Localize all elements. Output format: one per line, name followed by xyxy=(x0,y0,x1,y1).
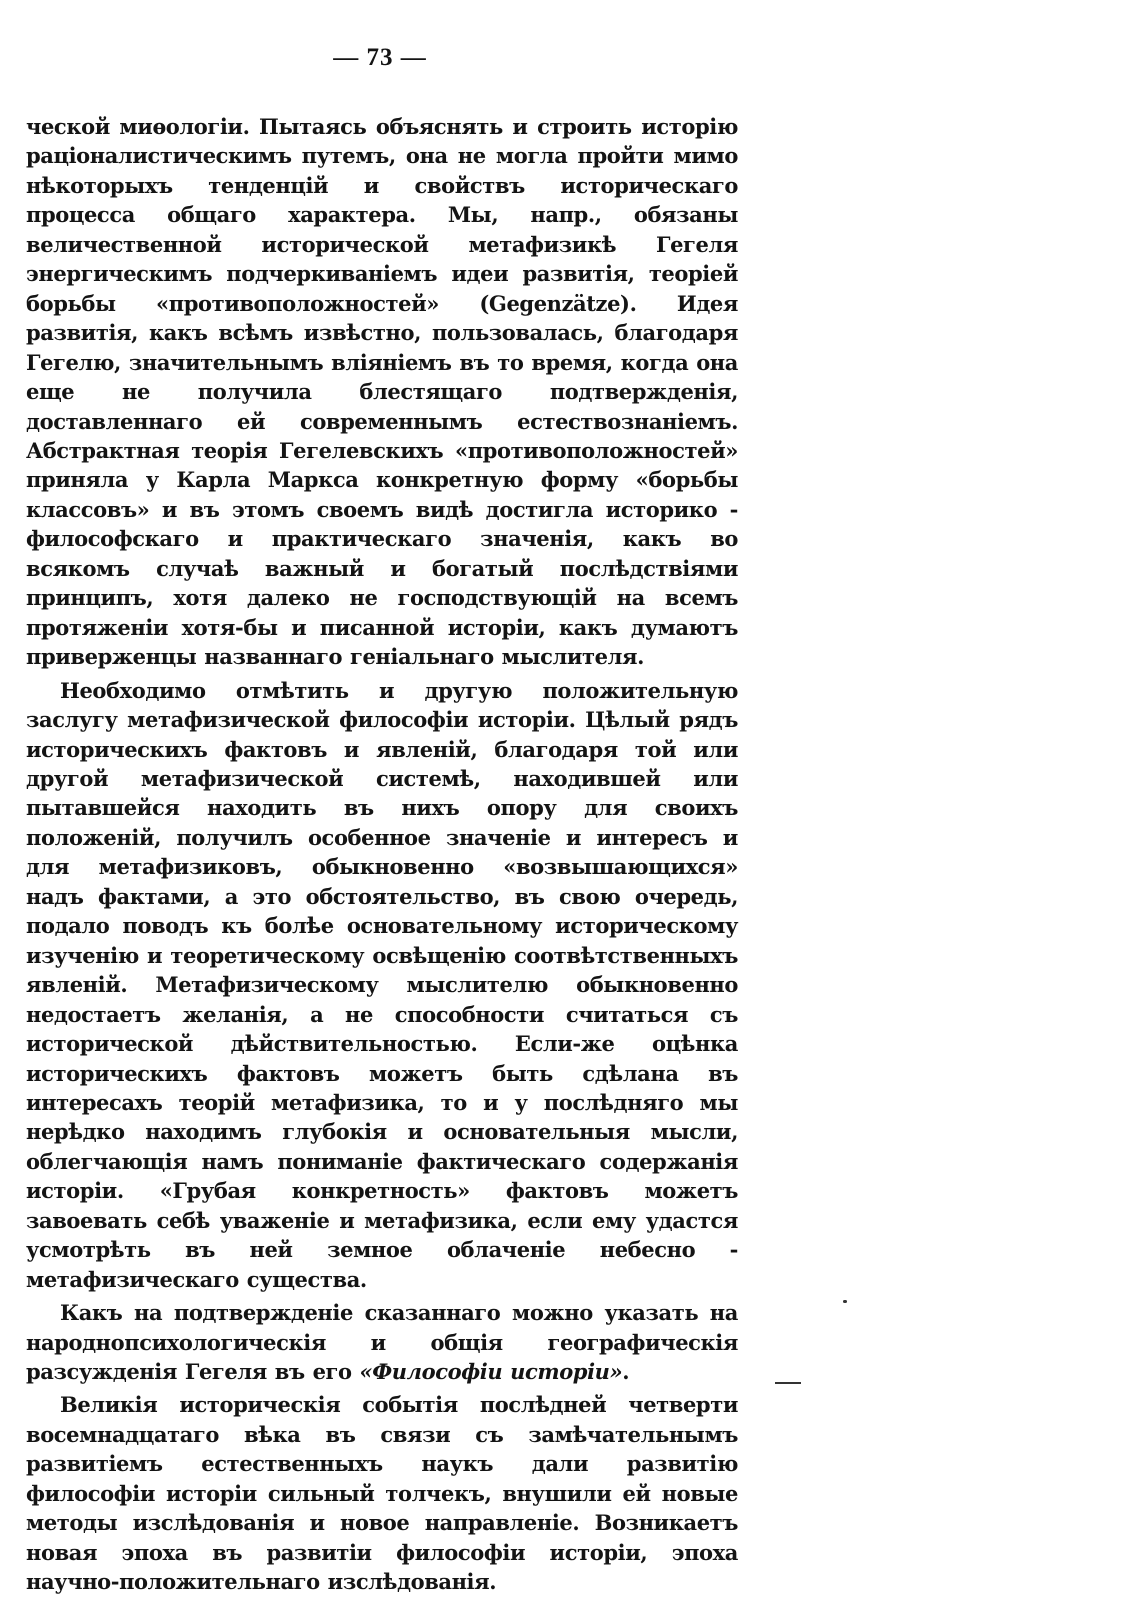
italic-book-title: «Философіи исторіи» xyxy=(359,1359,623,1385)
paragraph-3 xyxy=(26,1298,738,1386)
paragraph-3-text: Какъ на подтвержденіе сказаннаго можно указать на народнопсихологическія и общія географическія разсужденія Гегеля въ его xyxy=(26,1300,738,1385)
page-number: — 73 — xyxy=(333,44,427,71)
scan-speck xyxy=(843,1300,847,1303)
paragraph-4: Великія историческія событія послѣдней четверти восемнадцатаго вѣка въ связи съ замѣчательнымъ развитіемъ естественныхъ наукъ дали развитію философіи исторіи сильный толчекъ, внушили ей новые методы изслѣдованія и новое направленіе. Возникаетъ новая эпоха въ развитіи философіи исторіи, эпоха научно-положительнаго изслѣдованія. xyxy=(26,1392,738,1595)
paragraph-1: ческой миѳологіи. Пытаясь объяснять и строить исторію раціоналистическимъ путемъ, она не могла пройти мимо нѣкоторыхъ тенденцій и свойствъ историческаго процесса общаго характера. Мы, напр., обязаны величественной исторической метафизикѣ Гегеля энергическимъ подчеркиваніемъ идеи развитія, теоріей борьбы «противоположностей» (Gegenzätze). Идея развитія, какъ всѣмъ извѣстно, пользовалась, благодаря Гегелю, значительнымъ вліяніемъ въ то время, когда она еще не получила блестящаго подтвержденія, доставленнаго ей современнымъ естествознаніемъ. Абстрактная теорія Гегелевскихъ «противоположностей» приняла у Карла Маркса конкретную форму «борьбы классовъ» и въ этомъ своемъ видѣ достигла историко - философскаго и практическаго значенія, какъ во всякомъ случаѣ важный и богатый послѣдствіями принципъ, хотя далеко не господствующій на всемъ протяженіи хотя-бы и писанной исторіи, какъ думаютъ приверженцы названнаго геніальнаго мыслителя. xyxy=(26,114,738,670)
body-text xyxy=(26,112,738,1597)
paragraph-2: Необходимо отмѣтить и другую положительную заслугу метафизической философіи исторіи. Цѣлый рядъ историческихъ фактовъ и явленій, благодаря той или другой метафизической системѣ, находившей или пытавшейся находить въ нихъ опору для своихъ положеній, получилъ особенное значеніе и интересъ и для метафизиковъ, обыкновенно «возвышающихся» надъ фактами, а это обстоятельство, въ свою очередь, подало поводъ къ болѣе основательному историческому изученію и теоретическому освѣщенію соотвѣтственныхъ явленій. Метафизическому мыслителю обыкновенно недостаетъ желанія, а не способности считаться съ исторической дѣйствительностью. Если-же оцѣнка историческихъ фактовъ можетъ быть сдѣлана въ интересахъ теорій метафизика, то и у послѣдняго мы нерѣдко находимъ глубокія и основательныя мысли, облегчающія намъ пониманіе фактическаго содержанія исторіи. «Грубая конкретность» фактовъ можетъ завоевать себѣ уваженіе и метафизика, если ему удастся усмотрѣть въ ней земное облаченіе небесно - метафизическаго существа. xyxy=(26,677,738,1292)
scan-mark xyxy=(775,1382,801,1384)
paragraph-3-end: . xyxy=(622,1359,630,1385)
